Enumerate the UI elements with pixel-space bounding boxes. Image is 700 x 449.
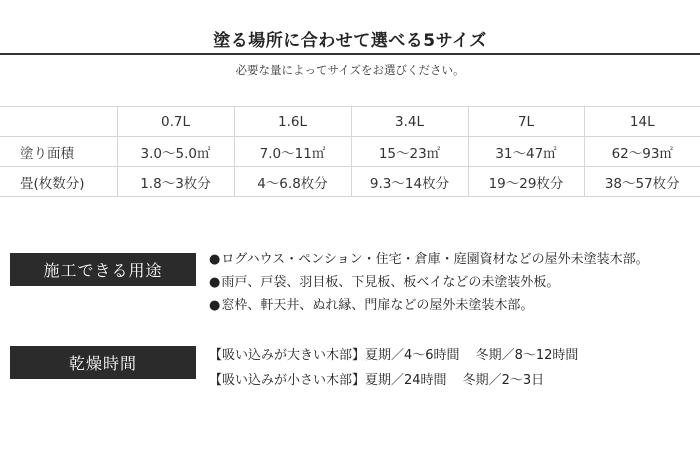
table-cell: 19〜29枚分 (468, 167, 584, 197)
list-item (209, 294, 649, 317)
drying-winter: 冬期／2〜3日 (462, 373, 545, 388)
drying-category: 【吸い込みが小さい木部】 (209, 373, 366, 388)
page-title: 塗る場所に合わせて選べる5サイズ (213, 31, 487, 51)
list-item (209, 368, 578, 393)
table-cell: 4〜6.8枚分 (234, 167, 351, 197)
bullet-icon: ● (209, 252, 221, 267)
row-label: 畳(枚数分) (0, 167, 117, 197)
table-cell: 15〜23㎡ (351, 137, 468, 167)
drying-summer: 夏期／4〜6時間 (365, 348, 460, 363)
drying-summer: 夏期／24時間 (365, 373, 447, 388)
table-cell: 7.0〜11㎡ (234, 137, 351, 167)
list-item (209, 271, 649, 294)
bullet-icon: ● (209, 298, 221, 313)
size-table (0, 106, 700, 197)
table-cell: 31〜47㎡ (468, 137, 584, 167)
drying-heading: 乾燥時間 (10, 346, 196, 379)
table-header-row (0, 107, 700, 137)
table-cell: 38〜57枚分 (584, 167, 700, 197)
table-cell: 1.8〜3枚分 (117, 167, 234, 197)
table-row (0, 167, 700, 197)
drying-winter: 冬期／8〜12時間 (475, 348, 579, 363)
table-cell: 9.3〜14枚分 (351, 167, 468, 197)
uses-list (209, 248, 649, 317)
use-item-text: ログハウス・ペンション・住宅・倉庫・庭園資材などの屋外未塗装木部。 (221, 252, 649, 267)
list-item (209, 343, 578, 368)
table-header-cell: 14L (584, 107, 700, 137)
table-cell: 62〜93㎡ (584, 137, 700, 167)
table-header-cell: 3.4L (351, 107, 468, 137)
title-divider (0, 53, 700, 55)
table-header-cell (0, 107, 117, 137)
list-item (209, 248, 649, 271)
row-label: 塗り面積 (0, 137, 117, 167)
table-row (0, 137, 700, 167)
table-header-cell: 7L (468, 107, 584, 137)
drying-category: 【吸い込みが大きい木部】 (209, 348, 366, 363)
bullet-icon: ● (209, 275, 221, 290)
use-item-text: 窓枠、軒天井、ぬれ縁、門扉などの屋外未塗装木部。 (221, 298, 534, 313)
page-subtitle: 必要な量によってサイズをお選びください。 (235, 63, 465, 77)
table-header-cell: 0.7L (117, 107, 234, 137)
table-header-cell: 1.6L (234, 107, 351, 137)
use-item-text: 雨戸、戸袋、羽目板、下見板、板ベイなどの未塗装外板。 (221, 275, 560, 290)
uses-heading: 施工できる用途 (10, 253, 196, 286)
table-cell: 3.0〜5.0㎡ (117, 137, 234, 167)
drying-list (209, 343, 578, 393)
